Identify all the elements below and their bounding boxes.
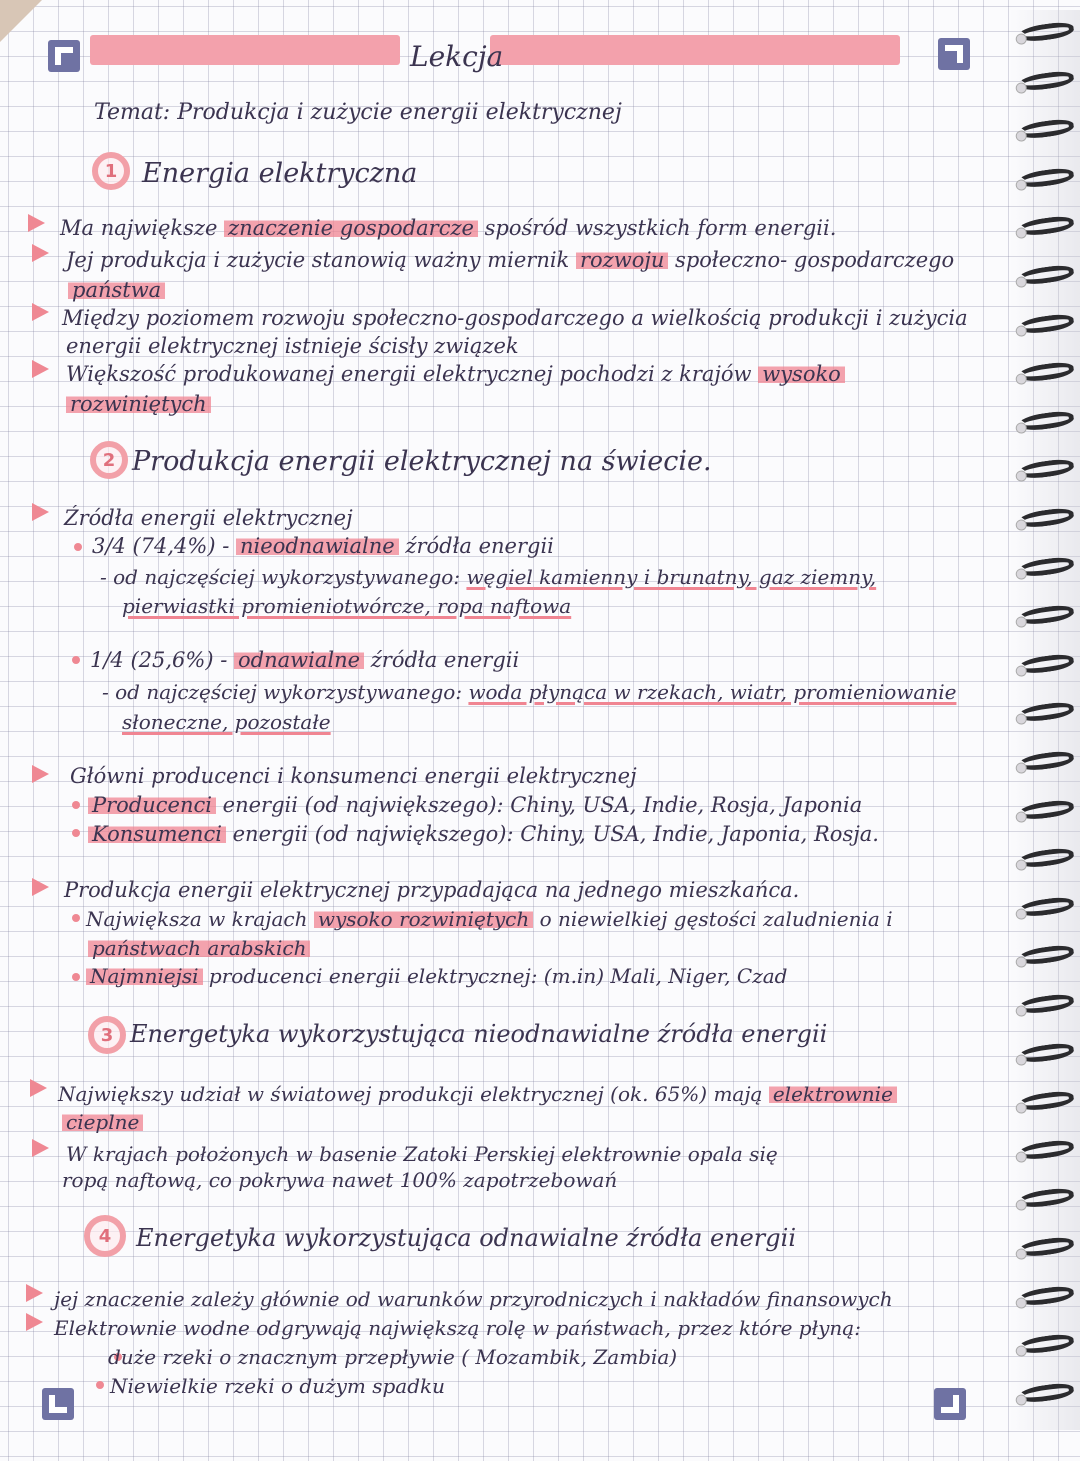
- section-number-badge: 4: [84, 1215, 126, 1257]
- spiral-ring: [1017, 1381, 1075, 1405]
- spiral-ring: [1017, 652, 1075, 676]
- spiral-binding: [1010, 10, 1080, 1430]
- bullet-dot-icon: [96, 1381, 104, 1389]
- spiral-ring: [1017, 798, 1075, 822]
- bullet-arrow-icon: [32, 1139, 49, 1157]
- note-line: Największa w krajach wysoko rozwiniętych o niewielkiej gęstości zaludnienia i: [86, 907, 893, 931]
- note-line: 1/4 (25,6%) - odnawialne źródła energii: [90, 648, 520, 672]
- note-line: Największy udział w światowej produkcji elektrycznej (ok. 65%) mają elektrownie: [58, 1084, 897, 1104]
- page-corner-fold: [0, 0, 42, 42]
- spiral-ring: [1017, 166, 1075, 190]
- bullet-dot-icon: [72, 656, 80, 664]
- note-line: pierwiastki promieniotwórcze, ropa naftowa: [122, 594, 572, 618]
- note-line: ropą naftową, co pokrywa nawet 100% zapotrzebowań: [62, 1168, 618, 1192]
- spiral-ring: [1017, 1235, 1075, 1259]
- bullet-arrow-icon: [32, 360, 49, 378]
- note-line: Producenci energii (od największego): Chiny, USA, Indie, Rosja, Japonia: [88, 795, 862, 816]
- note-line: Elektrownie wodne odgrywają największą rolę w państwach, przez które płyną:: [54, 1316, 861, 1340]
- spiral-ring: [1017, 312, 1075, 336]
- spiral-ring: [1017, 992, 1075, 1016]
- bullet-arrow-icon: [32, 765, 49, 783]
- spiral-ring: [1017, 263, 1075, 287]
- corner-bracket-icon-top-left: [48, 40, 80, 72]
- note-line: energii elektrycznej istnieje ścisły związek: [66, 334, 519, 358]
- spiral-ring: [1017, 20, 1075, 44]
- spiral-ring: [1017, 1187, 1075, 1211]
- spiral-ring: [1017, 69, 1075, 93]
- note-line: 3/4 (74,4%) - nieodnawialne źródła energii: [92, 534, 554, 558]
- note-line: Większość produkowanej energii elektrycznej pochodzi z krajów wysoko: [66, 364, 845, 385]
- note-line: rozwiniętych: [66, 394, 211, 415]
- section-number-badge: 1: [92, 152, 130, 190]
- note-line: Jej produkcja i zużycie stanowią ważny miernik rozwoju społeczno- gospodarczego: [66, 248, 955, 272]
- spiral-ring: [1017, 944, 1075, 968]
- note-line: Główni producenci i konsumenci energii elektrycznej: [70, 764, 637, 788]
- section-title: Energetyka wykorzystująca odnawialne źródła energii: [136, 1224, 796, 1252]
- spiral-ring: [1017, 409, 1075, 433]
- note-line: Produkcja energii elektrycznej przypadająca na jednego mieszkańca.: [64, 878, 800, 902]
- bullet-dot-icon: [72, 801, 80, 809]
- corner-bracket-icon-bottom-left: [42, 1388, 74, 1420]
- bullet-arrow-icon: [28, 214, 45, 232]
- bullet-dot-icon: [72, 914, 80, 922]
- section-number-badge: 3: [88, 1016, 126, 1054]
- bullet-arrow-icon: [32, 878, 49, 896]
- note-line: Najmniejsi producenci energii elektrycznej: (m.in) Mali, Niger, Czad: [86, 966, 787, 986]
- note-line: Między poziomem rozwoju społeczno-gospodarczego a wielkością produkcji i zużycia: [62, 306, 968, 330]
- spiral-ring: [1017, 360, 1075, 384]
- spiral-ring: [1017, 215, 1075, 239]
- header-highlight-left: [90, 35, 400, 65]
- bullet-arrow-icon: [30, 1079, 47, 1097]
- spiral-ring: [1017, 895, 1075, 919]
- spiral-ring: [1017, 555, 1075, 579]
- spiral-ring: [1017, 603, 1075, 627]
- note-line: jej znaczenie zależy głównie od warunków przyrodniczych i nakładów finansowych: [54, 1287, 893, 1311]
- bullet-dot-icon: [72, 973, 80, 981]
- spiral-ring: [1017, 117, 1075, 141]
- spiral-ring: [1017, 846, 1075, 870]
- note-line: Konsumenci energii (od największego): Chiny, USA, Indie, Japonia, Rosja.: [88, 824, 879, 845]
- bullet-dot-icon: [72, 829, 80, 837]
- note-line: państwach arabskich: [88, 938, 310, 958]
- section-title: Produkcja energii elektrycznej na świecie.: [132, 446, 712, 477]
- note-line: Ma największe znaczenie gospodarcze spośród wszystkich form energii.: [60, 216, 837, 240]
- note-line: W krajach położonych w basenie Zatoki Perskiej elektrownie opala się: [66, 1142, 778, 1166]
- note-line: państwa: [68, 280, 165, 301]
- section-title: Energetyka wykorzystująca nieodnawialne źródła energii: [130, 1020, 828, 1048]
- section-number-badge: 2: [90, 441, 128, 479]
- note-line: - od najczęściej wykorzystywanego: woda płynąca w rzekach, wiatr, promieniowanie: [102, 680, 957, 704]
- bullet-arrow-icon: [32, 303, 49, 321]
- corner-bracket-icon-top-right: [938, 38, 970, 70]
- spiral-ring: [1017, 1138, 1075, 1162]
- bullet-arrow-icon: [26, 1313, 43, 1331]
- note-line: cieplne: [62, 1112, 143, 1132]
- spiral-ring: [1017, 458, 1075, 482]
- header-highlight-right: [490, 35, 900, 65]
- bullet-arrow-icon: [32, 244, 49, 262]
- lesson-topic: Temat: Produkcja i zużycie energii elektrycznej: [94, 100, 622, 125]
- note-line: duże rzeki o znacznym przepływie ( Mozambik, Zambia): [108, 1345, 678, 1369]
- bullet-arrow-icon: [26, 1284, 43, 1302]
- spiral-ring: [1017, 749, 1075, 773]
- note-line: Niewielkie rzeki o dużym spadku: [110, 1374, 446, 1398]
- spiral-ring: [1017, 506, 1075, 530]
- spiral-ring: [1017, 1089, 1075, 1113]
- corner-bracket-icon-bottom-right: [934, 1388, 966, 1420]
- note-line: - od najczęściej wykorzystywanego: węgiel kamienny i brunatny, gaz ziemny,: [100, 565, 877, 589]
- bullet-dot-icon: [74, 543, 82, 551]
- section-title: Energia elektryczna: [142, 158, 418, 189]
- note-line: Źródła energii elektrycznej: [64, 506, 353, 530]
- page-title: Lekcja: [410, 40, 504, 73]
- spiral-ring: [1017, 1284, 1075, 1308]
- spiral-ring: [1017, 701, 1075, 725]
- spiral-ring: [1017, 1041, 1075, 1065]
- bullet-arrow-icon: [32, 503, 49, 521]
- note-line: słoneczne, pozostałe: [122, 710, 331, 734]
- spiral-ring: [1017, 1332, 1075, 1356]
